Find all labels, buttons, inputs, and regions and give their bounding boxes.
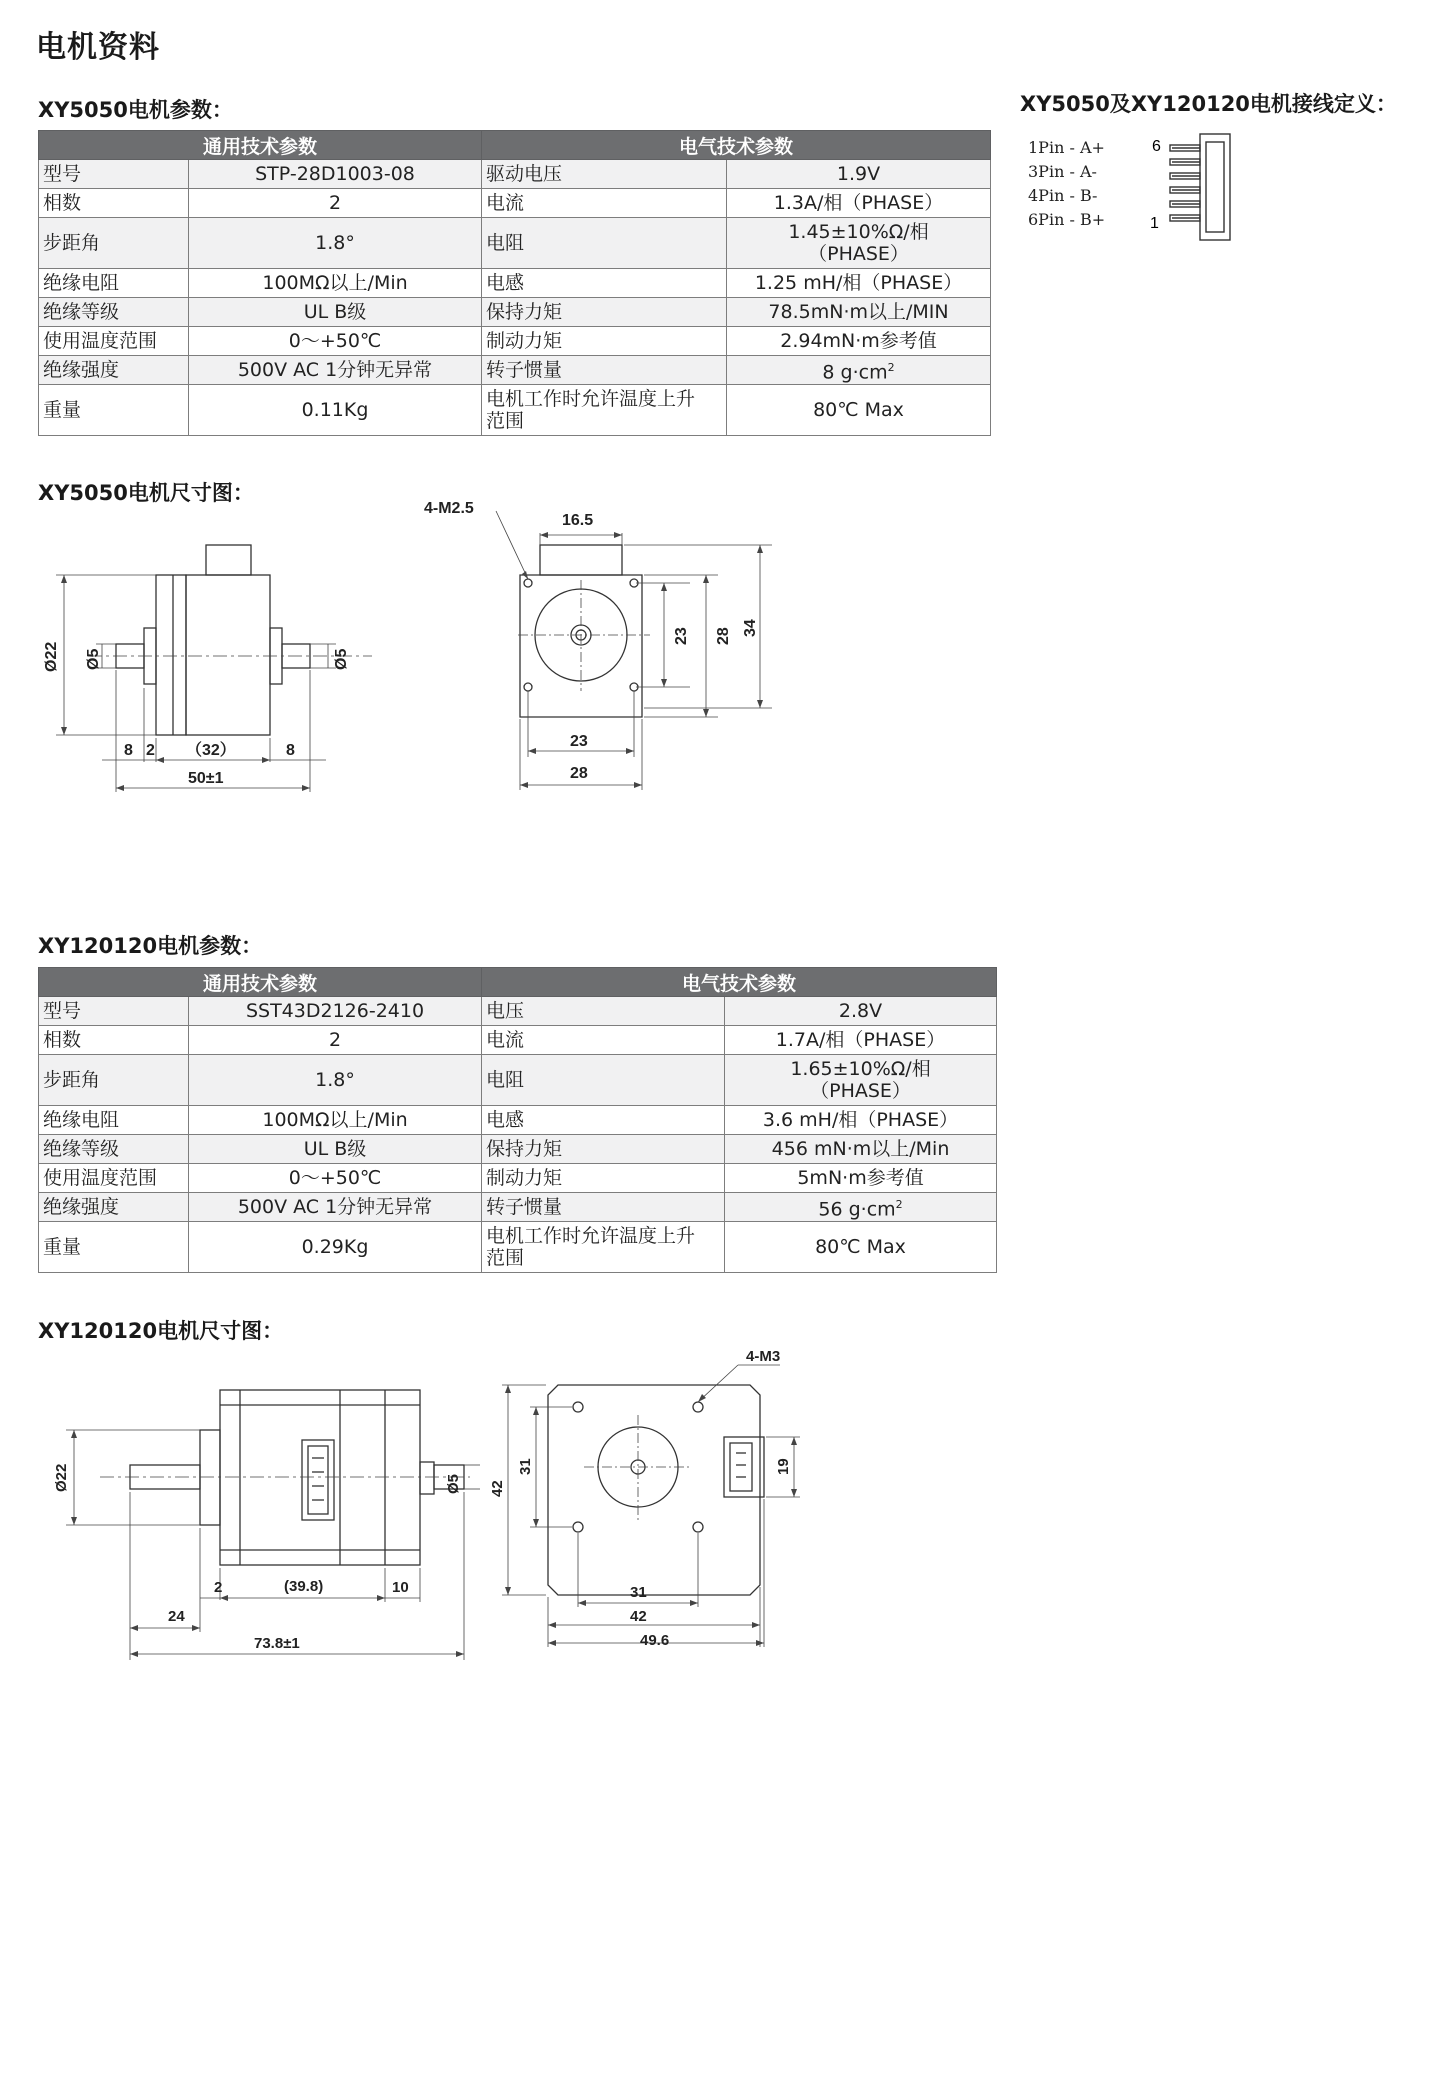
table-row xyxy=(39,189,991,218)
dim-label: 50±1 xyxy=(188,770,224,787)
param-value: 0.11Kg xyxy=(189,385,482,436)
param-value: UL B级 xyxy=(189,298,482,327)
motor2-spec-table xyxy=(38,967,997,1273)
param-value: 456 mN·m以上/Min xyxy=(725,1135,997,1164)
dim-label: 2 xyxy=(214,1579,223,1596)
param-key: 使用温度范围 xyxy=(39,1164,189,1193)
dim-label: 23 xyxy=(673,627,690,645)
param-key: 驱动电压 xyxy=(482,160,727,189)
motor2-side-view xyxy=(40,1370,480,1670)
param-value: 78.5mN·m以上/MIN xyxy=(727,298,991,327)
param-value: 100MΩ以上/Min xyxy=(189,1106,482,1135)
dim-label: 24 xyxy=(168,1608,185,1625)
param-key xyxy=(482,1222,725,1273)
param-value: 1.7A/相（PHASE） xyxy=(725,1026,997,1055)
dim-label: Ø5 xyxy=(445,1473,462,1494)
table-row xyxy=(39,218,991,269)
param-value: 0～+50℃ xyxy=(189,327,482,356)
dim-label: 4-M3 xyxy=(746,1348,781,1365)
motor2-dims-title: XY120120电机尺寸图： xyxy=(38,1319,284,1343)
pin-label: 6Pin - B+ xyxy=(1028,210,1106,229)
header-electrical: 电气技术参数 xyxy=(482,968,997,997)
param-value: SST43D2126-2410 xyxy=(189,997,482,1026)
param-value-line1: 1.65±10%Ω/相 xyxy=(790,1058,931,1080)
table-row xyxy=(39,1026,997,1055)
param-value: 3.6 mH/相（PHASE） xyxy=(725,1106,997,1135)
table-row xyxy=(39,997,997,1026)
dim-label: 4-M2.5 xyxy=(424,500,474,517)
dim-label: 31 xyxy=(517,1458,534,1475)
param-key: 重量 xyxy=(39,1222,189,1273)
param-value: UL B级 xyxy=(189,1135,482,1164)
dim-label: 23 xyxy=(570,733,588,750)
table-row xyxy=(39,1106,997,1135)
table-row xyxy=(39,269,991,298)
param-key: 电阻 xyxy=(482,1055,725,1106)
dim-label: 2 xyxy=(146,742,155,759)
dim-label: 19 xyxy=(775,1458,792,1475)
param-key: 保持力矩 xyxy=(482,1135,725,1164)
param-value: 80℃ Max xyxy=(727,385,991,436)
param-value: 2 xyxy=(189,1026,482,1055)
dim-label: Ø22 xyxy=(53,1463,70,1492)
param-key: 绝缘电阻 xyxy=(39,269,189,298)
dim-label: Ø5 xyxy=(85,648,102,670)
pin-label: 4Pin - B- xyxy=(1028,186,1098,205)
dim-label: 34 xyxy=(742,619,759,637)
dim-label: 73.8±1 xyxy=(254,1635,300,1652)
param-key: 步距角 xyxy=(39,218,189,269)
param-value: 2.8V xyxy=(725,997,997,1026)
param-key-line2: 范围 xyxy=(486,410,525,432)
dim-label: 28 xyxy=(715,627,732,645)
dim-label: 42 xyxy=(489,1480,506,1497)
motor1-side-view xyxy=(36,530,426,800)
superscript: 2 xyxy=(895,1197,903,1211)
param-key: 绝缘电阻 xyxy=(39,1106,189,1135)
param-value: 80℃ Max xyxy=(725,1222,997,1273)
param-value-line2: （PHASE） xyxy=(808,243,909,265)
param-key: 电流 xyxy=(482,189,727,218)
param-value xyxy=(727,218,991,269)
param-key: 相数 xyxy=(39,1026,189,1055)
param-key: 型号 xyxy=(39,997,189,1026)
motor1-spec-table xyxy=(38,130,991,436)
param-key: 相数 xyxy=(39,189,189,218)
motor1-front-view xyxy=(410,495,780,800)
param-value: 1.3A/相（PHASE） xyxy=(727,189,991,218)
param-key: 电压 xyxy=(482,997,725,1026)
param-value-line2: （PHASE） xyxy=(810,1080,911,1102)
param-key: 电阻 xyxy=(482,218,727,269)
param-value: 1.8° xyxy=(189,1055,482,1106)
table-row xyxy=(39,356,991,385)
param-value xyxy=(727,356,991,385)
dim-label: 8 xyxy=(124,742,133,759)
table-row xyxy=(39,1222,997,1273)
param-key: 电感 xyxy=(482,1106,725,1135)
motor2-front-view xyxy=(480,1345,820,1665)
param-key: 型号 xyxy=(39,160,189,189)
param-key: 转子惯量 xyxy=(482,356,727,385)
param-key: 电流 xyxy=(482,1026,725,1055)
param-key: 制动力矩 xyxy=(482,1164,725,1193)
wiring-pin-list xyxy=(1028,136,1105,232)
param-key: 步距角 xyxy=(39,1055,189,1106)
param-value-text: 56 g·cm xyxy=(818,1198,896,1221)
param-value: 0～+50℃ xyxy=(189,1164,482,1193)
param-key: 绝缘强度 xyxy=(39,356,189,385)
wiring-title: XY5050及XY120120电机接线定义： xyxy=(1020,92,1397,116)
table-row xyxy=(39,298,991,327)
motor1-dims-title: XY5050电机尺寸图： xyxy=(38,481,254,505)
param-value: 1.25 mH/相（PHASE） xyxy=(727,269,991,298)
param-value: 0.29Kg xyxy=(189,1222,482,1273)
header-general: 通用技术参数 xyxy=(39,968,482,997)
superscript: 2 xyxy=(887,360,895,374)
dim-label: 49.6 xyxy=(640,1632,670,1649)
param-key: 绝缘等级 xyxy=(39,298,189,327)
param-value: 500V AC 1分钟无异常 xyxy=(189,1193,482,1222)
param-value xyxy=(725,1193,997,1222)
param-value-text: 8 g·cm xyxy=(822,361,888,384)
param-value: 5mN·m参考值 xyxy=(725,1164,997,1193)
dim-label: 31 xyxy=(630,1584,647,1601)
header-electrical: 电气技术参数 xyxy=(482,131,991,160)
dim-label: (39.8) xyxy=(284,1578,324,1595)
param-value: 100MΩ以上/Min xyxy=(189,269,482,298)
param-key: 使用温度范围 xyxy=(39,327,189,356)
table-row xyxy=(39,1164,997,1193)
dim-label: 42 xyxy=(630,1608,647,1625)
param-key: 保持力矩 xyxy=(482,298,727,327)
param-value: 1.8° xyxy=(189,218,482,269)
dim-label: 8 xyxy=(286,742,295,759)
param-key: 绝缘强度 xyxy=(39,1193,189,1222)
param-key: 转子惯量 xyxy=(482,1193,725,1222)
param-key: 制动力矩 xyxy=(482,327,727,356)
dim-label: 10 xyxy=(392,1579,409,1596)
table-row xyxy=(39,1135,997,1164)
pin-label: 3Pin - A- xyxy=(1028,162,1097,181)
param-key: 电感 xyxy=(482,269,727,298)
dim-label: Ø22 xyxy=(43,641,60,672)
param-key-line1: 电机工作时允许温度上升 xyxy=(486,1225,696,1247)
param-value xyxy=(725,1055,997,1106)
page-title: 电机资料 xyxy=(36,30,160,65)
param-key: 绝缘等级 xyxy=(39,1135,189,1164)
param-value: 2 xyxy=(189,189,482,218)
param-key xyxy=(482,385,727,436)
header-general: 通用技术参数 xyxy=(39,131,482,160)
pin-label: 1Pin - A+ xyxy=(1028,138,1105,157)
param-key-line2: 范围 xyxy=(486,1247,525,1269)
motor1-params-title: XY5050电机参数： xyxy=(38,98,233,122)
table-row xyxy=(39,160,991,189)
table-row xyxy=(39,1055,997,1106)
table-row xyxy=(39,1193,997,1222)
connector-pin1-label: 1 xyxy=(1150,215,1159,232)
dim-label: （32） xyxy=(186,742,236,759)
param-value-line1: 1.45±10%Ω/相 xyxy=(788,221,929,243)
connector-pin6-label: 6 xyxy=(1152,138,1161,155)
param-value: 2.94mN·m参考值 xyxy=(727,327,991,356)
param-value: 1.9V xyxy=(727,160,991,189)
param-value: STP-28D1003-08 xyxy=(189,160,482,189)
param-key-line1: 电机工作时允许温度上升 xyxy=(486,388,696,410)
dim-label: 28 xyxy=(570,765,588,782)
dim-label: Ø5 xyxy=(333,648,350,670)
table-row xyxy=(39,327,991,356)
table-row xyxy=(39,385,991,436)
connector-diagram xyxy=(1140,128,1250,243)
dim-label: 16.5 xyxy=(562,512,594,529)
motor2-params-title: XY120120电机参数： xyxy=(38,934,263,958)
param-key: 重量 xyxy=(39,385,189,436)
param-value: 500V AC 1分钟无异常 xyxy=(189,356,482,385)
